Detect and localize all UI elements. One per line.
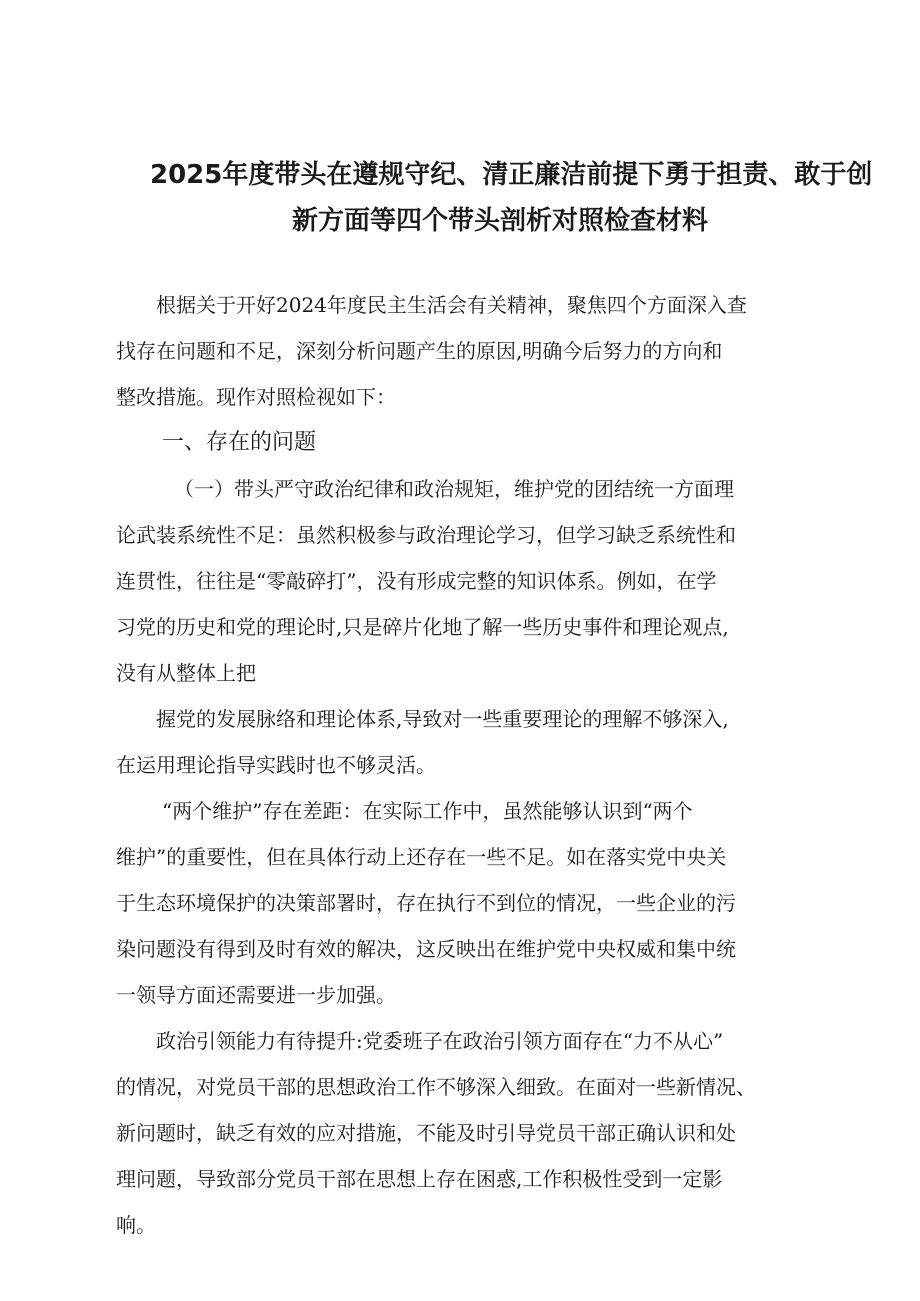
item-1-line-3: 连贯性，往往是“零敲碎打”，没有形成完整的知识体系。例如，在学 xyxy=(116,569,717,593)
item-2-line-5: 一领导方面还需要进一步加强。 xyxy=(116,983,396,1007)
item-2-line-1: “两个维护”存在差距：在实际工作中，虽然能够认识到“两个 xyxy=(162,799,693,823)
item-2-line-2: 维护”的重要性，但在具体行动上还存在一些不足。如在落实党中央关 xyxy=(116,845,727,869)
item-1-cont-line-2: 在运用理论指导实践时也不够灵活。 xyxy=(116,753,436,777)
document-title xyxy=(150,152,873,244)
document-body xyxy=(116,282,836,1248)
title-line-2: 新方面等四个带头剖析对照检查材料 xyxy=(291,206,708,236)
item-1-line-4: 习党的历史和党的理论时,只是碎片化地了解一些历史事件和理论观点, xyxy=(116,615,729,639)
item-2-line-3: 于生态环境保护的决策部署时，存在执行不到位的情况，一些企业的污 xyxy=(116,891,736,915)
intro-paragraph xyxy=(116,282,836,420)
item-1-line-1: （一）带头严守政治纪律和政治规矩，维护党的团结统一方面理 xyxy=(174,477,734,501)
item-1-line-2: 论武装系统性不足：虽然积极参与政治理论学习，但学习缺乏系统性和 xyxy=(116,523,736,547)
intro-line-2: 找存在问题和不足，深刻分析问题产生的原因,明确今后努力的方向和 xyxy=(116,339,723,363)
section-heading-1 xyxy=(116,420,836,466)
section-heading-text: 一、存在的问题 xyxy=(162,430,317,455)
item-3-line-1: 政治引领能力有待提升:党委班子在政治引领方面存在“力不从心” xyxy=(156,1029,724,1053)
item-1-cont-line-1: 握党的发展脉络和理论体系,导致对一些重要理论的理解不够深入, xyxy=(156,707,729,731)
item-2-paragraph xyxy=(116,788,836,1018)
title-line-1: 2025年度带头在遵规守纪、清正廉洁前提下勇于担责、敢于创 xyxy=(150,160,873,190)
item-1-paragraph xyxy=(116,466,836,696)
item-3-paragraph xyxy=(116,1018,836,1248)
item-3-line-3: 新问题时，缺乏有效的应对措施，不能及时引导党员干部正确认识和处 xyxy=(116,1121,736,1145)
item-2-line-4: 染问题没有得到及时有效的解决，这反映出在维护党中央权威和集中统 xyxy=(116,937,736,961)
item-1-continuation xyxy=(116,696,836,788)
item-3-line-5: 响。 xyxy=(116,1213,156,1237)
intro-line-1: 根据关于开好2024年度民主生活会有关精神，聚焦四个方面深入查 xyxy=(156,293,747,317)
item-1-line-5: 没有从整体上把 xyxy=(116,661,256,685)
intro-line-3: 整改措施。现作对照检视如下： xyxy=(116,385,396,409)
item-3-line-4: 理问题，导致部分党员干部在思想上存在困惑,工作积极性受到一定影 xyxy=(116,1167,723,1191)
item-3-line-2: 的情况，对党员干部的思想政治工作不够深入细致。在面对一些新情况、 xyxy=(116,1075,756,1099)
